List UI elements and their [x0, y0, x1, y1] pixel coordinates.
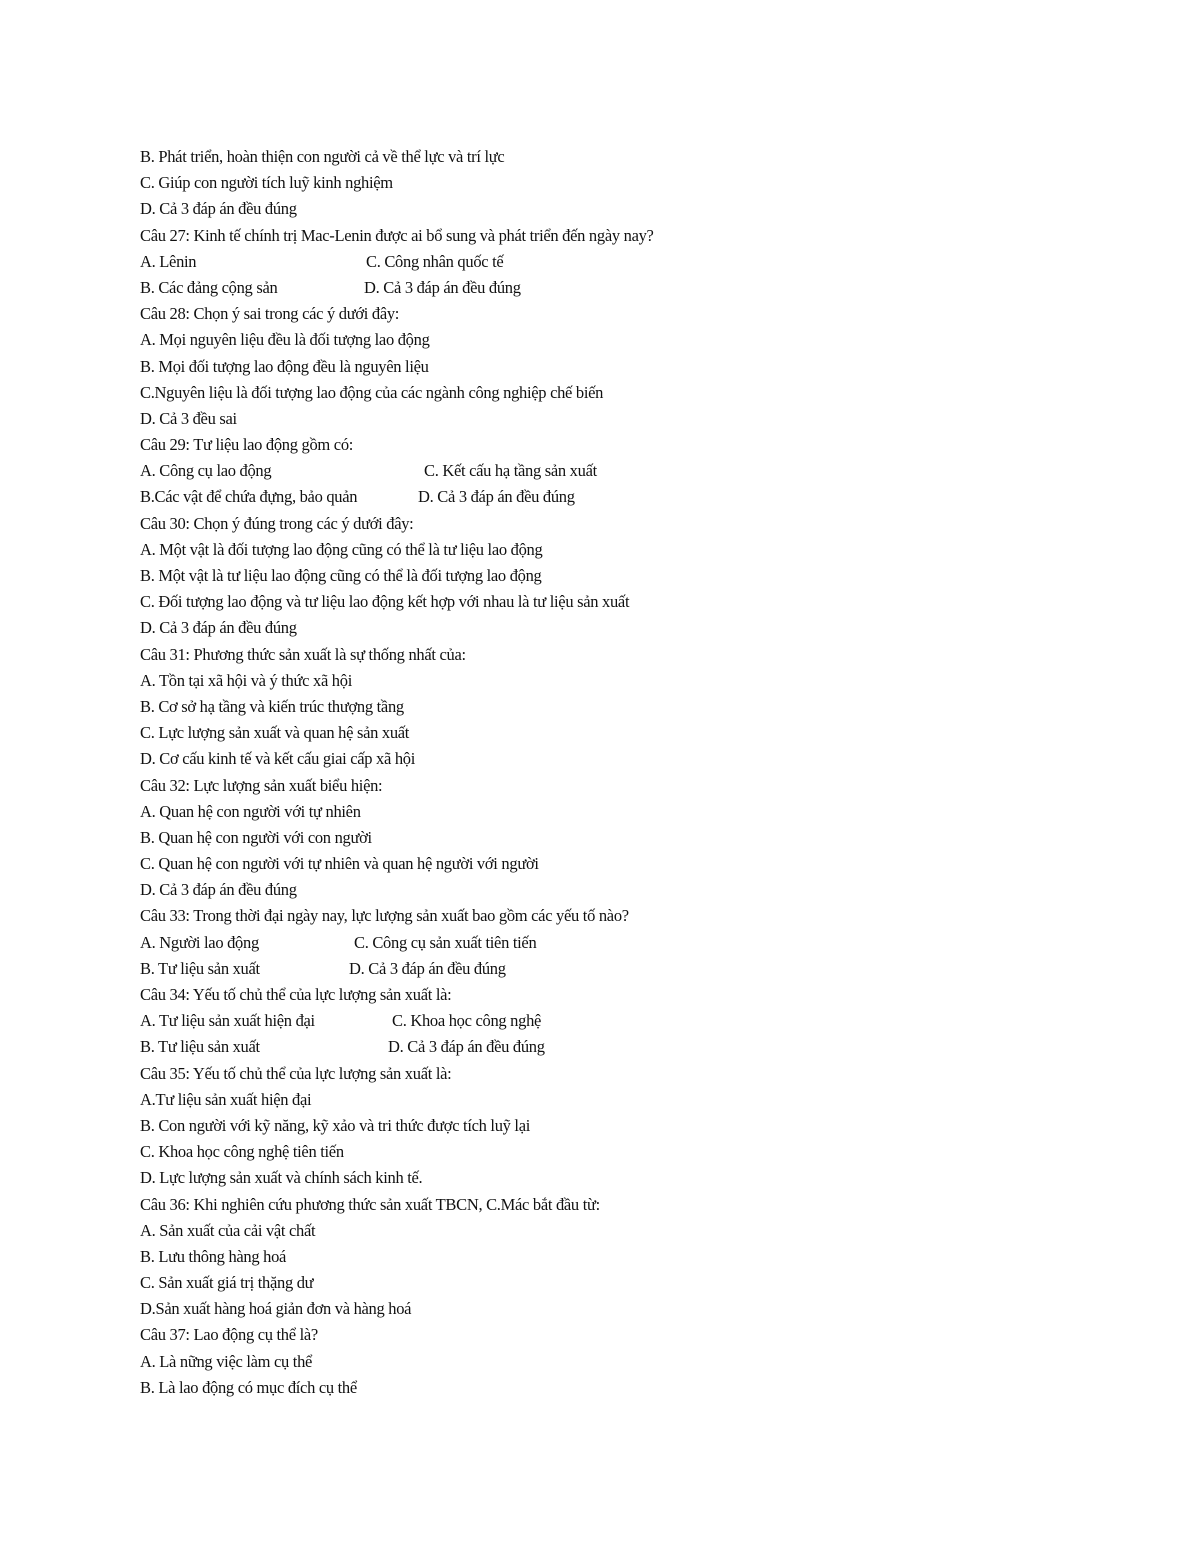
- answer-line: B. Quan hệ con người với con người: [140, 827, 372, 847]
- answer-option: B. Tư liệu sản xuất: [140, 1037, 260, 1057]
- answer-option: A. Người lao động: [140, 932, 259, 952]
- answer-line: A. Quan hệ con người với tự nhiên: [140, 801, 361, 821]
- question-line-30: Câu 30: Chọn ý đúng trong các ý dưới đây:: [140, 513, 414, 533]
- answer-line: C.Nguyên liệu là đối tượng lao động của các ngành công nghiệp chế biến: [140, 382, 604, 402]
- question-line-31: Câu 31: Phương thức sản xuất là sự thống nhất của:: [140, 644, 466, 664]
- answer-option: C. Công cụ sản xuất tiên tiến: [354, 932, 537, 952]
- answer-option: D. Cả 3 đáp án đều đúng: [418, 487, 575, 507]
- answer-option: D. Cả 3 đáp án đều đúng: [349, 958, 506, 978]
- question-line-29: Câu 29: Tư liệu lao động gồm có:: [140, 435, 354, 455]
- question-line-36: Câu 36: Khi nghiên cứu phương thức sản xuất TBCN, C.Mác bắt đầu từ:: [140, 1194, 600, 1214]
- answer-option: A. Công cụ lao động: [140, 461, 272, 481]
- answer-line: C. Giúp con người tích luỹ kinh nghiệm: [140, 173, 393, 193]
- answer-option: A. Tư liệu sản xuất hiện đại: [140, 1011, 315, 1031]
- answer-line: B. Lưu thông hàng hoá: [140, 1246, 287, 1266]
- answer-pair-row: [140, 275, 1120, 301]
- answer-option: D. Cả 3 đáp án đều đúng: [388, 1037, 545, 1057]
- answer-option: B. Tư liệu sản xuất: [140, 958, 260, 978]
- answer-line: D. Lực lượng sản xuất và chính sách kinh tế.: [140, 1168, 423, 1188]
- answer-line: C. Sản xuất giá trị thặng dư: [140, 1273, 314, 1293]
- answer-line: B. Con người với kỹ năng, kỹ xảo và tri thức được tích luỹ lại: [140, 1115, 531, 1135]
- question-line-33: Câu 33: Trong thời đại ngày nay, lực lượng sản xuất bao gồm các yếu tố nào?: [140, 906, 629, 926]
- answer-pair-row: [140, 484, 1120, 510]
- question-line-27: Câu 27: Kinh tế chính trị Mac-Lenin được ai bổ sung và phát triển đến ngày nay?: [140, 225, 654, 245]
- answer-pair-row: [140, 249, 1120, 275]
- answer-line: B. Cơ sở hạ tầng và kiến trúc thượng tầng: [140, 696, 404, 716]
- question-line-37: Câu 37: Lao động cụ thể là?: [140, 1325, 318, 1345]
- answer-option: C. Công nhân quốc tế: [366, 251, 504, 271]
- answer-line: A. Một vật là đối tượng lao động cũng có thể là tư liệu lao động: [140, 539, 543, 559]
- answer-line: B. Là lao động có mục đích cụ thể: [140, 1377, 357, 1397]
- answer-line: B. Mọi đối tượng lao động đều là nguyên liệu: [140, 356, 429, 376]
- question-list: [140, 144, 1120, 1401]
- answer-line: C. Đối tượng lao động và tư liệu lao động kết hợp với nhau là tư liệu sản xuất: [140, 592, 630, 612]
- answer-pair-row: [140, 1034, 1120, 1060]
- answer-line: B. Một vật là tư liệu lao động cũng có thể là đối tượng lao động: [140, 566, 542, 585]
- answer-line: C. Khoa học công nghệ tiên tiến: [140, 1142, 344, 1162]
- answer-line: D. Cả 3 đáp án đều đúng: [140, 199, 297, 219]
- answer-line: A.Tư liệu sản xuất hiện đại: [140, 1089, 312, 1109]
- answer-line: B. Phát triển, hoàn thiện con người cả về thể lực và trí lực: [140, 147, 505, 166]
- answer-option: C. Kết cấu hạ tầng sản xuất: [424, 461, 597, 481]
- answer-line: D.Sản xuất hàng hoá giản đơn và hàng hoá: [140, 1299, 412, 1319]
- answer-line: C. Quan hệ con người với tự nhiên và quan hệ người với người: [140, 854, 539, 874]
- question-line-28: Câu 28: Chọn ý sai trong các ý dưới đây:: [140, 304, 400, 324]
- answer-line: A. Tồn tại xã hội và ý thức xã hội: [140, 670, 352, 690]
- answer-line: A. Mọi nguyên liệu đều là đối tượng lao động: [140, 330, 430, 350]
- question-line-32: Câu 32: Lực lượng sản xuất biểu hiện:: [140, 775, 383, 795]
- question-line-35: Câu 35: Yếu tố chủ thể của lực lượng sản xuất là:: [140, 1063, 452, 1083]
- answer-option: B. Các đảng cộng sản: [140, 277, 278, 297]
- answer-option: D. Cả 3 đáp án đều đúng: [364, 277, 521, 297]
- answer-line: D. Cả 3 đáp án đều đúng: [140, 880, 297, 900]
- answer-option: C. Khoa học công nghệ: [392, 1011, 542, 1031]
- answer-option: B.Các vật để chứa đựng, bảo quản: [140, 487, 358, 507]
- answer-pair-row: [140, 956, 1120, 982]
- answer-option: A. Lênin: [140, 251, 197, 271]
- question-line-34: Câu 34: Yếu tố chủ thể của lực lượng sản xuất là:: [140, 985, 452, 1004]
- answer-line: A. Là nững việc làm cụ thể: [140, 1351, 313, 1371]
- answer-line: D. Cả 3 đáp án đều đúng: [140, 618, 297, 638]
- answer-line: C. Lực lượng sản xuất và quan hệ sản xuất: [140, 723, 410, 743]
- answer-pair-row: [140, 1008, 1120, 1034]
- answer-pair-row: [140, 458, 1120, 484]
- answer-line: D. Cơ cấu kinh tế và kết cấu giai cấp xã hội: [140, 749, 416, 769]
- answer-line: D. Cả 3 đều sai: [140, 408, 237, 428]
- answer-line: A. Sản xuất của cải vật chất: [140, 1220, 316, 1240]
- answer-pair-row: [140, 930, 1120, 956]
